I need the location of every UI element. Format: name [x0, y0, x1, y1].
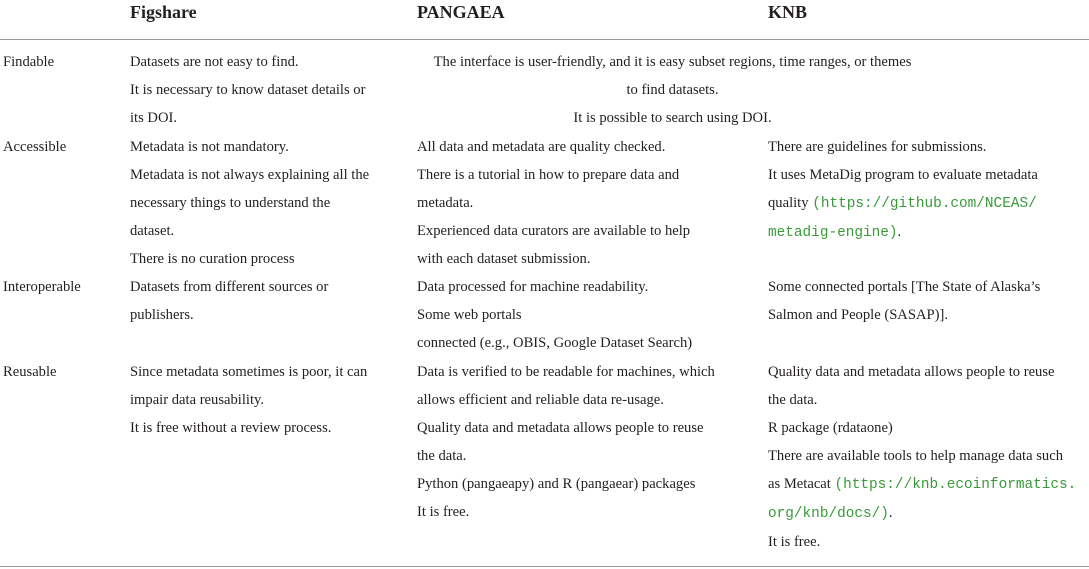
text-line: Experienced data curators are available to help [417, 223, 691, 239]
cell-accessible-knb [768, 133, 1083, 247]
cell-interoperable-figshare [130, 273, 405, 329]
text-line [768, 470, 1086, 499]
text-line: There are available tools to help manage data such [768, 448, 1063, 464]
text-line [768, 499, 1086, 528]
text-line: Metadata is not mandatory. [130, 139, 289, 155]
column-header-knb: KNB [768, 2, 808, 22]
text-line: Datasets are not easy to find. [130, 54, 299, 70]
cell-reusable-knb [768, 358, 1086, 556]
as-text: as [768, 476, 781, 492]
text-line: Quality data and metadata allows people to reuse [417, 420, 704, 436]
text-line: Data processed for machine readability. [417, 279, 649, 295]
text-line: impair data reusability. [130, 392, 265, 408]
cell-accessible-pangaea [417, 133, 757, 273]
text-line [768, 218, 1083, 247]
quality-text: quality [768, 195, 809, 211]
row-label-reusable: Reusable [3, 364, 57, 380]
bottom-rule [0, 566, 1089, 567]
text-line: connected (e.g., OBIS, Google Dataset Search) [417, 335, 693, 351]
text-line: with each dataset submission. [417, 251, 591, 267]
text-line: It is free. [768, 534, 821, 550]
text-line: Some connected portals [The State of Alaska’s [768, 279, 1041, 295]
text-line: the data. [768, 392, 818, 408]
header-rule [0, 39, 1089, 40]
cell-interoperable-knb [768, 273, 1083, 329]
text-line: It is necessary to know dataset details or [130, 82, 366, 98]
text-line: dataset. [130, 223, 175, 239]
metadig-link[interactable]: (https://github.com/NCEAS/ [812, 196, 1037, 212]
text-line: R package (rdataone) [768, 420, 893, 436]
cell-findable-figshare [130, 48, 405, 132]
text-line: Metadata is not always explaining all the [130, 167, 370, 183]
row-label-interoperable: Interoperable [3, 279, 81, 295]
period: . [897, 224, 902, 240]
text-line: necessary things to understand the [130, 195, 331, 211]
text-line: its DOI. [130, 110, 178, 126]
text-line: Data is verified to be readable for machines, which [417, 364, 715, 380]
text-line: Python (pangaeapy) and R (pangaear) packages [417, 476, 696, 492]
metacat-text: Metacat [783, 476, 831, 492]
text-line: metadata. [417, 195, 474, 211]
text-line: allows efficient and reliable data re-usage. [417, 392, 664, 408]
metacat-docs-link[interactable]: (https://knb.ecoinformatics. [834, 477, 1077, 493]
cell-reusable-pangaea [417, 358, 757, 526]
cell-findable-pangaea-knb [410, 48, 935, 132]
text-line: Quality data and metadata allows people to reuse [768, 364, 1055, 380]
text-line: It is free. [417, 504, 470, 520]
metadig-link-continued[interactable]: metadig-engine) [768, 225, 898, 241]
cell-interoperable-pangaea [417, 273, 757, 357]
text-line: to find datasets. [626, 82, 719, 98]
cell-accessible-figshare [130, 133, 405, 273]
column-header-figshare: Figshare [130, 2, 197, 22]
text-line: the data. [417, 448, 467, 464]
row-label-accessible: Accessible [3, 139, 67, 155]
text-line: Datasets from different sources or [130, 279, 329, 295]
metacat-docs-link-continued[interactable]: org/knb/docs/) [768, 506, 889, 522]
text-line: There is a tutorial in how to prepare data and [417, 167, 680, 183]
cell-reusable-figshare [130, 358, 405, 442]
text-line: It is possible to search using DOI. [573, 110, 772, 126]
text-line [768, 189, 1083, 218]
row-label-findable: Findable [3, 54, 55, 70]
text-line: It uses MetaDig program to evaluate metadata [768, 167, 1038, 183]
period: . [888, 505, 893, 521]
text-line: Since metadata sometimes is poor, it can [130, 364, 368, 380]
text-line: It is free without a review process. [130, 420, 332, 436]
text-line: There is no curation process [130, 251, 295, 267]
text-line: The interface is user-friendly, and it is easy subset regions, time ranges, or themes [433, 54, 912, 70]
text-line: Some web portals [417, 307, 522, 323]
column-header-pangaea: PANGAEA [417, 2, 505, 22]
text-line: publishers. [130, 307, 194, 323]
text-line: All data and metadata are quality checked. [417, 139, 666, 155]
text-line: Salmon and People (SASAP)]. [768, 307, 948, 323]
text-line: There are guidelines for submissions. [768, 139, 987, 155]
